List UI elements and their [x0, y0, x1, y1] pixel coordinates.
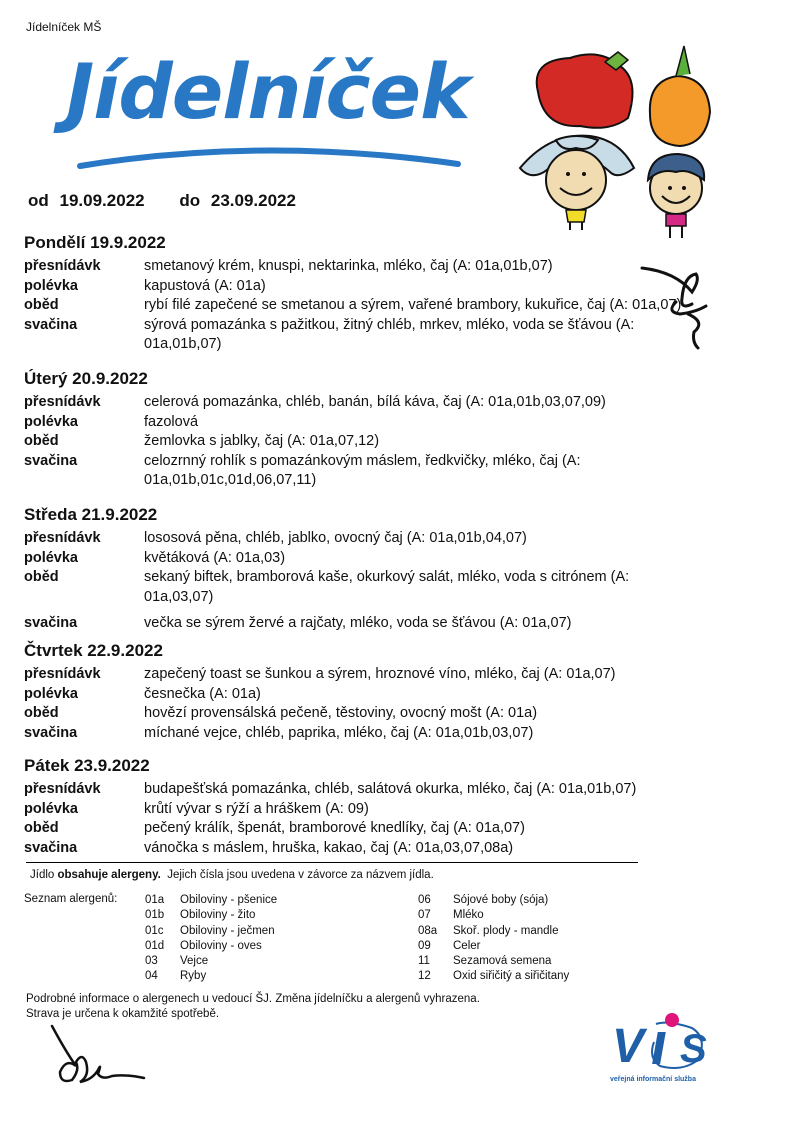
kids-vegetables-illustration: [500, 40, 740, 250]
meal-desc: celerová pomazánka, chléb, banán, bílá káva, čaj (A: 01a,01b,03,07,09): [144, 394, 606, 410]
allergen-note: [30, 869, 434, 881]
info-line: Podrobné informace o alergenech u vedoucí ŠJ. Změna jídelníčku a alergenů vyhrazena.: [26, 993, 480, 1005]
vis-logo: [608, 1008, 728, 1092]
meal-desc: večka se sýrem žervé a rajčaty, mléko, voda se šťávou (A: 01a,07): [144, 615, 572, 631]
meal-desc: sekaný biftek, bramborová kaše, okurkový salát, mléko, voda s citrónem (A: 01a,03,07): [144, 569, 630, 605]
allergen-note-suffix: Jejich čísla jsou uvedena v závorce za názvem jídla.: [160, 869, 434, 881]
meal-name: polévka: [24, 685, 78, 702]
meal-name: svačina: [24, 316, 78, 333]
allergen-list-column-2: [418, 893, 569, 985]
allergen-name: Ryby: [180, 970, 207, 983]
meal-desc: sýrová pomazánka s pažitkou, žitný chléb, mrkev, mléko, voda se šťávou (A: 01a,01b,07): [144, 316, 635, 352]
meal-desc: smetanový krém, knuspi, nektarinka, mléko, čaj (A: 01a,01b,07): [144, 258, 553, 274]
allergen-list-label: Seznam alergenů:: [24, 893, 118, 905]
meal-desc: vánočka s máslem, hruška, kakao, čaj (A: 01a,03,07,08a): [144, 839, 514, 856]
meal-desc: česnečka (A: 01a): [144, 685, 261, 702]
meal-row: [24, 316, 724, 355]
logo-swoosh: [72, 142, 462, 172]
allergen-name: Obiloviny - žito: [180, 909, 256, 922]
meal-desc: míchané vejce, chléb, paprika, mléko, čaj (A: 01a,01b,03,07): [144, 724, 534, 741]
day-section-thursday: [24, 641, 724, 743]
meal-name: polévka: [24, 549, 78, 566]
meal-row: [24, 277, 724, 297]
meal-name: přesnídávk: [24, 394, 101, 410]
allergen-code: 06: [418, 894, 431, 906]
meal-row: [24, 549, 724, 569]
meal-name: oběd: [24, 820, 59, 836]
allergen-name: Obiloviny - oves: [180, 939, 262, 952]
allergen-item: [418, 908, 569, 923]
allergen-name: Mléko: [453, 909, 484, 922]
allergen-code: 07: [418, 909, 431, 922]
date-to: 23.09.2022: [210, 191, 296, 210]
info-line: Strava je určena k okamžité spotřebě.: [26, 1008, 220, 1020]
day-title: Středa 21.9.2022: [24, 505, 158, 524]
day-title: Čtvrtek 22.9.2022: [24, 641, 163, 660]
allergen-item: [418, 954, 569, 969]
meal-name: přesnídávk: [24, 530, 101, 546]
meal-name: svačina: [24, 615, 78, 631]
day-section-tuesday: [24, 369, 724, 491]
meal-desc: žemlovka s jablky, čaj (A: 01a,07,12): [144, 433, 380, 449]
allergen-code: 01c: [145, 924, 164, 937]
meal-name: oběd: [24, 705, 59, 721]
date-range: [28, 191, 296, 211]
allergen-name: Obiloviny - ječmen: [180, 924, 275, 937]
meal-name: svačina: [24, 839, 78, 856]
day-title: Pondělí 19.9.2022: [24, 233, 166, 252]
allergen-code: 01b: [145, 909, 165, 922]
allergen-list-column-1: [145, 893, 277, 985]
day-title: Úterý 20.9.2022: [24, 369, 148, 388]
svg-text:V: V: [612, 1020, 649, 1073]
meal-row: [24, 452, 724, 491]
meal-row: [24, 665, 724, 685]
allergen-item: [145, 954, 277, 969]
allergen-item: [418, 893, 569, 908]
info-note: [26, 992, 480, 1022]
date-to-label: do: [179, 191, 201, 210]
day-section-monday: [24, 233, 724, 355]
allergen-item: [145, 893, 277, 908]
day-section-friday: [24, 756, 724, 858]
meal-name: svačina: [24, 452, 78, 469]
section-divider: [26, 862, 638, 863]
date-from-label: od: [28, 191, 49, 210]
allergen-note-prefix: Jídlo: [30, 869, 58, 881]
meal-name: oběd: [24, 569, 59, 585]
meal-row: [24, 432, 724, 452]
allergen-item: [418, 939, 569, 954]
meal-name: oběd: [24, 297, 59, 313]
meal-row: [24, 800, 724, 820]
allergen-item: [145, 939, 277, 954]
allergen-code: 08a: [418, 924, 438, 937]
date-from: 19.09.2022: [59, 191, 145, 210]
allergen-name: Vejce: [180, 955, 209, 968]
document-small-title: Jídelníček MŠ: [26, 20, 102, 34]
vis-tagline: veřejná informační služba: [610, 1076, 696, 1083]
allergen-name: Skoř. plody - mandle: [453, 924, 559, 937]
allergen-code: 11: [418, 955, 430, 968]
allergen-item: [145, 969, 277, 984]
meal-row: [24, 819, 724, 839]
meal-row: [24, 393, 724, 413]
meal-name: oběd: [24, 433, 59, 449]
meal-name: přesnídávk: [24, 258, 101, 274]
allergen-note-bold: obsahuje alergeny.: [57, 869, 161, 881]
meal-desc: pečený králík, špenát, bramborové knedlíky, čaj (A: 01a,07): [144, 820, 525, 836]
svg-text:S: S: [680, 1027, 707, 1071]
allergen-item: [418, 924, 569, 939]
allergen-name: Celer: [453, 939, 481, 952]
meal-row: [24, 780, 724, 800]
meal-row: [24, 724, 724, 744]
meal-name: polévka: [24, 800, 78, 817]
allergen-code: 03: [145, 955, 158, 968]
allergen-name: Sezamová semena: [453, 955, 552, 968]
meal-desc: květáková (A: 01a,03): [144, 549, 286, 566]
allergen-name: Sójové boby (sója): [453, 894, 549, 906]
allergen-name: Obiloviny - pšenice: [180, 894, 278, 906]
jidelnicek-logo: [66, 42, 470, 182]
meal-name: polévka: [24, 277, 78, 294]
allergen-item: [418, 969, 569, 984]
allergen-code: 04: [145, 970, 158, 983]
allergen-code: 01a: [145, 894, 165, 906]
meal-name: přesnídávk: [24, 666, 101, 682]
meal-name: přesnídávk: [24, 781, 101, 797]
meal-row: [24, 413, 724, 433]
meal-row: [24, 257, 724, 277]
day-section-wednesday: [24, 505, 724, 634]
meal-desc: zapečený toast se šunkou a sýrem, hroznové víno, mléko, čaj (A: 01a,07): [144, 666, 616, 682]
meal-row: [24, 685, 724, 705]
meal-desc: celozrnný rohlík s pomazánkovým máslem, ředkvičky, mléko, čaj (A: 01a,01b,01c,01d,06,07,11): [144, 452, 581, 488]
meal-row: [24, 529, 724, 549]
meal-row: [24, 614, 724, 634]
meal-row: [24, 568, 724, 607]
signature-top: [636, 262, 716, 352]
meal-desc: lososová pěna, chléb, jablko, ovocný čaj (A: 01a,01b,04,07): [144, 530, 527, 546]
meal-name: svačina: [24, 724, 78, 741]
allergen-code: 12: [418, 970, 431, 983]
meal-row: [24, 296, 724, 316]
allergen-code: 09: [418, 939, 431, 952]
signature-bottom: [46, 1022, 156, 1092]
meal-desc: krůtí vývar s rýží a hráškem (A: 09): [144, 800, 369, 817]
logo-text: Jídelníček: [66, 47, 470, 136]
meal-desc: hovězí provensálská pečeně, těstoviny, ovocný mošt (A: 01a): [144, 705, 538, 721]
allergen-name: Oxid siřičitý a siřičitany: [453, 970, 570, 983]
meal-desc: kapustová (A: 01a): [144, 277, 266, 294]
allergen-item: [145, 908, 277, 923]
meal-name: polévka: [24, 413, 78, 430]
meal-row: [24, 839, 724, 859]
allergen-item: [145, 924, 277, 939]
allergen-code: 01d: [145, 939, 165, 952]
meal-desc: budapešťská pomazánka, chléb, salátová okurka, mléko, čaj (A: 01a,01b,07): [144, 781, 637, 797]
meal-row: [24, 704, 724, 724]
meal-desc: rybí filé zapečené se smetanou a sýrem, vařené brambory, kukuřice, čaj (A: 01a,07): [144, 297, 682, 313]
meal-desc: fazolová: [144, 413, 199, 430]
day-title: Pátek 23.9.2022: [24, 756, 150, 775]
